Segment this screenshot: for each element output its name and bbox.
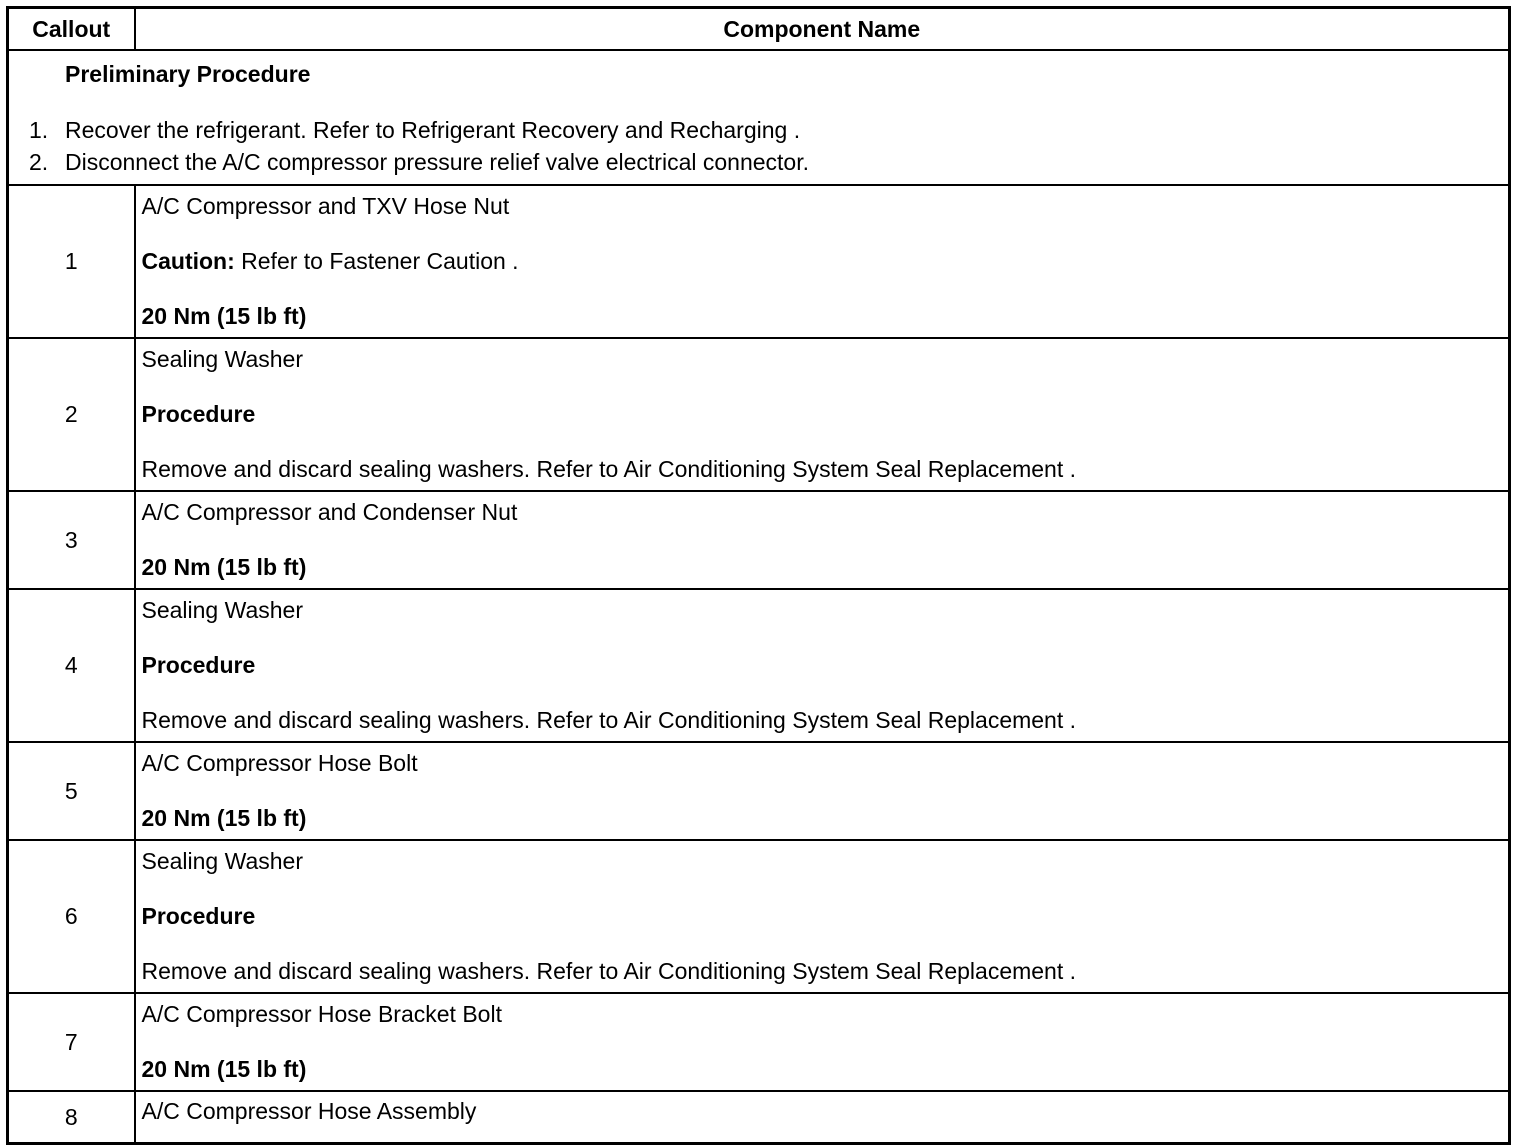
callout-cell: 2 xyxy=(8,338,135,491)
callout-header: Callout xyxy=(8,8,135,51)
component-cell xyxy=(135,491,1510,589)
table-row xyxy=(8,491,1510,589)
step-text: Disconnect the A/C compressor pressure relief valve electrical connector. xyxy=(65,149,809,175)
callout-cell: 1 xyxy=(8,185,135,338)
step-number: 2. xyxy=(29,149,49,175)
preliminary-step xyxy=(29,114,1502,146)
step-number: 1. xyxy=(29,117,49,143)
procedure-text: Remove and discard sealing washers. Refer to Air Conditioning System Seal Replacement . xyxy=(141,456,1077,482)
component-table xyxy=(6,6,1511,1145)
step-text: Recover the refrigerant. Refer to Refrigerant Recovery and Recharging . xyxy=(65,117,801,143)
component-name: A/C Compressor Hose Bolt xyxy=(141,750,418,776)
component-name: A/C Compressor Hose Bracket Bolt xyxy=(141,1001,502,1027)
component-name: A/C Compressor and Condenser Nut xyxy=(141,499,518,525)
callout-cell: 3 xyxy=(8,491,135,589)
procedure-label: Procedure xyxy=(141,401,256,427)
preliminary-row xyxy=(8,50,1510,185)
component-name: A/C Compressor and TXV Hose Nut xyxy=(141,193,510,219)
component-name: Sealing Washer xyxy=(141,848,304,874)
caution-text: Refer to Fastener Caution . xyxy=(234,248,519,274)
table-row xyxy=(8,185,1510,338)
torque-spec: 20 Nm (15 lb ft) xyxy=(141,303,307,329)
procedure-text: Remove and discard sealing washers. Refer to Air Conditioning System Seal Replacement . xyxy=(141,958,1077,984)
callout-cell: 8 xyxy=(8,1091,135,1144)
procedure-text: Remove and discard sealing washers. Refer to Air Conditioning System Seal Replacement . xyxy=(141,707,1077,733)
torque-spec: 20 Nm (15 lb ft) xyxy=(141,554,307,580)
component-name-header: Component Name xyxy=(135,8,1510,51)
component-cell xyxy=(135,993,1510,1091)
callout-cell: 7 xyxy=(8,993,135,1091)
table-row xyxy=(8,338,1510,491)
component-cell xyxy=(135,840,1510,993)
table-row xyxy=(8,1091,1510,1144)
table-row xyxy=(8,589,1510,742)
table-row xyxy=(8,742,1510,840)
caution-label: Caution: xyxy=(141,248,235,274)
component-cell xyxy=(135,742,1510,840)
component-name: A/C Compressor Hose Assembly xyxy=(141,1098,477,1124)
callout-cell: 4 xyxy=(8,589,135,742)
caution-note xyxy=(142,248,1503,275)
preliminary-steps xyxy=(29,114,1502,178)
component-name: Sealing Washer xyxy=(141,597,304,623)
procedure-label: Procedure xyxy=(141,903,256,929)
component-cell xyxy=(135,338,1510,491)
torque-spec: 20 Nm (15 lb ft) xyxy=(141,805,307,831)
table-header-row xyxy=(8,8,1510,51)
preliminary-heading: Preliminary Procedure xyxy=(65,61,311,87)
torque-spec: 20 Nm (15 lb ft) xyxy=(141,1056,307,1082)
procedure-label: Procedure xyxy=(141,652,256,678)
callout-cell: 5 xyxy=(8,742,135,840)
component-name: Sealing Washer xyxy=(141,346,304,372)
table-row xyxy=(8,840,1510,993)
table-row xyxy=(8,993,1510,1091)
component-cell xyxy=(135,1091,1510,1144)
component-cell xyxy=(135,589,1510,742)
callout-cell: 6 xyxy=(8,840,135,993)
component-cell xyxy=(135,185,1510,338)
preliminary-step xyxy=(29,146,1502,178)
preliminary-procedure xyxy=(8,50,1510,185)
